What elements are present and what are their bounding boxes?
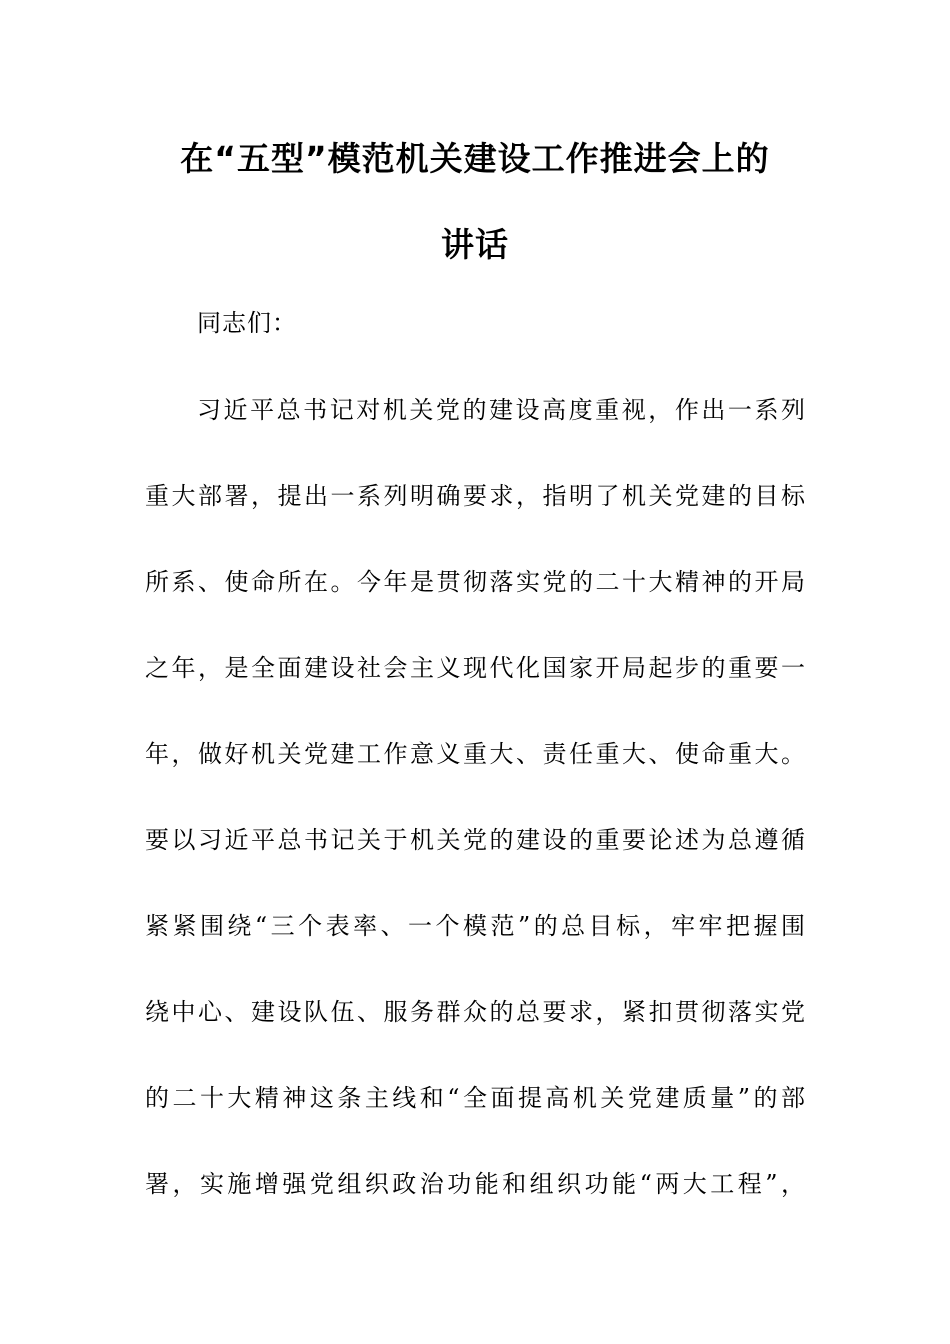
paragraph-line: 年，做好机关党建工作意义重大、责任重大、使命重大。 xyxy=(145,740,805,768)
paragraph-line: 之年，是全面建设社会主义现代化国家开局起步的重要一 xyxy=(145,654,805,682)
paragraph-line: 紧紧围绕“三个表率、一个模范”的总目标，牢牢把握围 xyxy=(145,912,805,940)
paragraph-line: 署，实施增强党组织政治功能和组织功能“两大工程”， xyxy=(145,1170,805,1198)
paragraph-line: 习近平总书记对机关党的建设高度重视，作出一系列 xyxy=(197,396,805,424)
salutation: 同志们： xyxy=(197,309,297,337)
document-title-line-1: 在“五型”模范机关建设工作推进会上的 xyxy=(180,139,770,178)
paragraph-line: 的二十大精神这条主线和“全面提高机关党建质量”的部 xyxy=(145,1084,805,1112)
paragraph-line: 重大部署，提出一系列明确要求，指明了机关党建的目标 xyxy=(145,482,805,510)
paragraph-line: 所系、使命所在。今年是贯彻落实党的二十大精神的开局 xyxy=(145,568,805,596)
paragraph-line: 要以习近平总书记关于机关党的建设的重要论述为总遵循 xyxy=(145,826,805,854)
paragraph-line: 绕中心、建设队伍、服务群众的总要求，紧扣贯彻落实党 xyxy=(145,998,805,1026)
document-title-line-2: 讲话 xyxy=(441,225,509,264)
